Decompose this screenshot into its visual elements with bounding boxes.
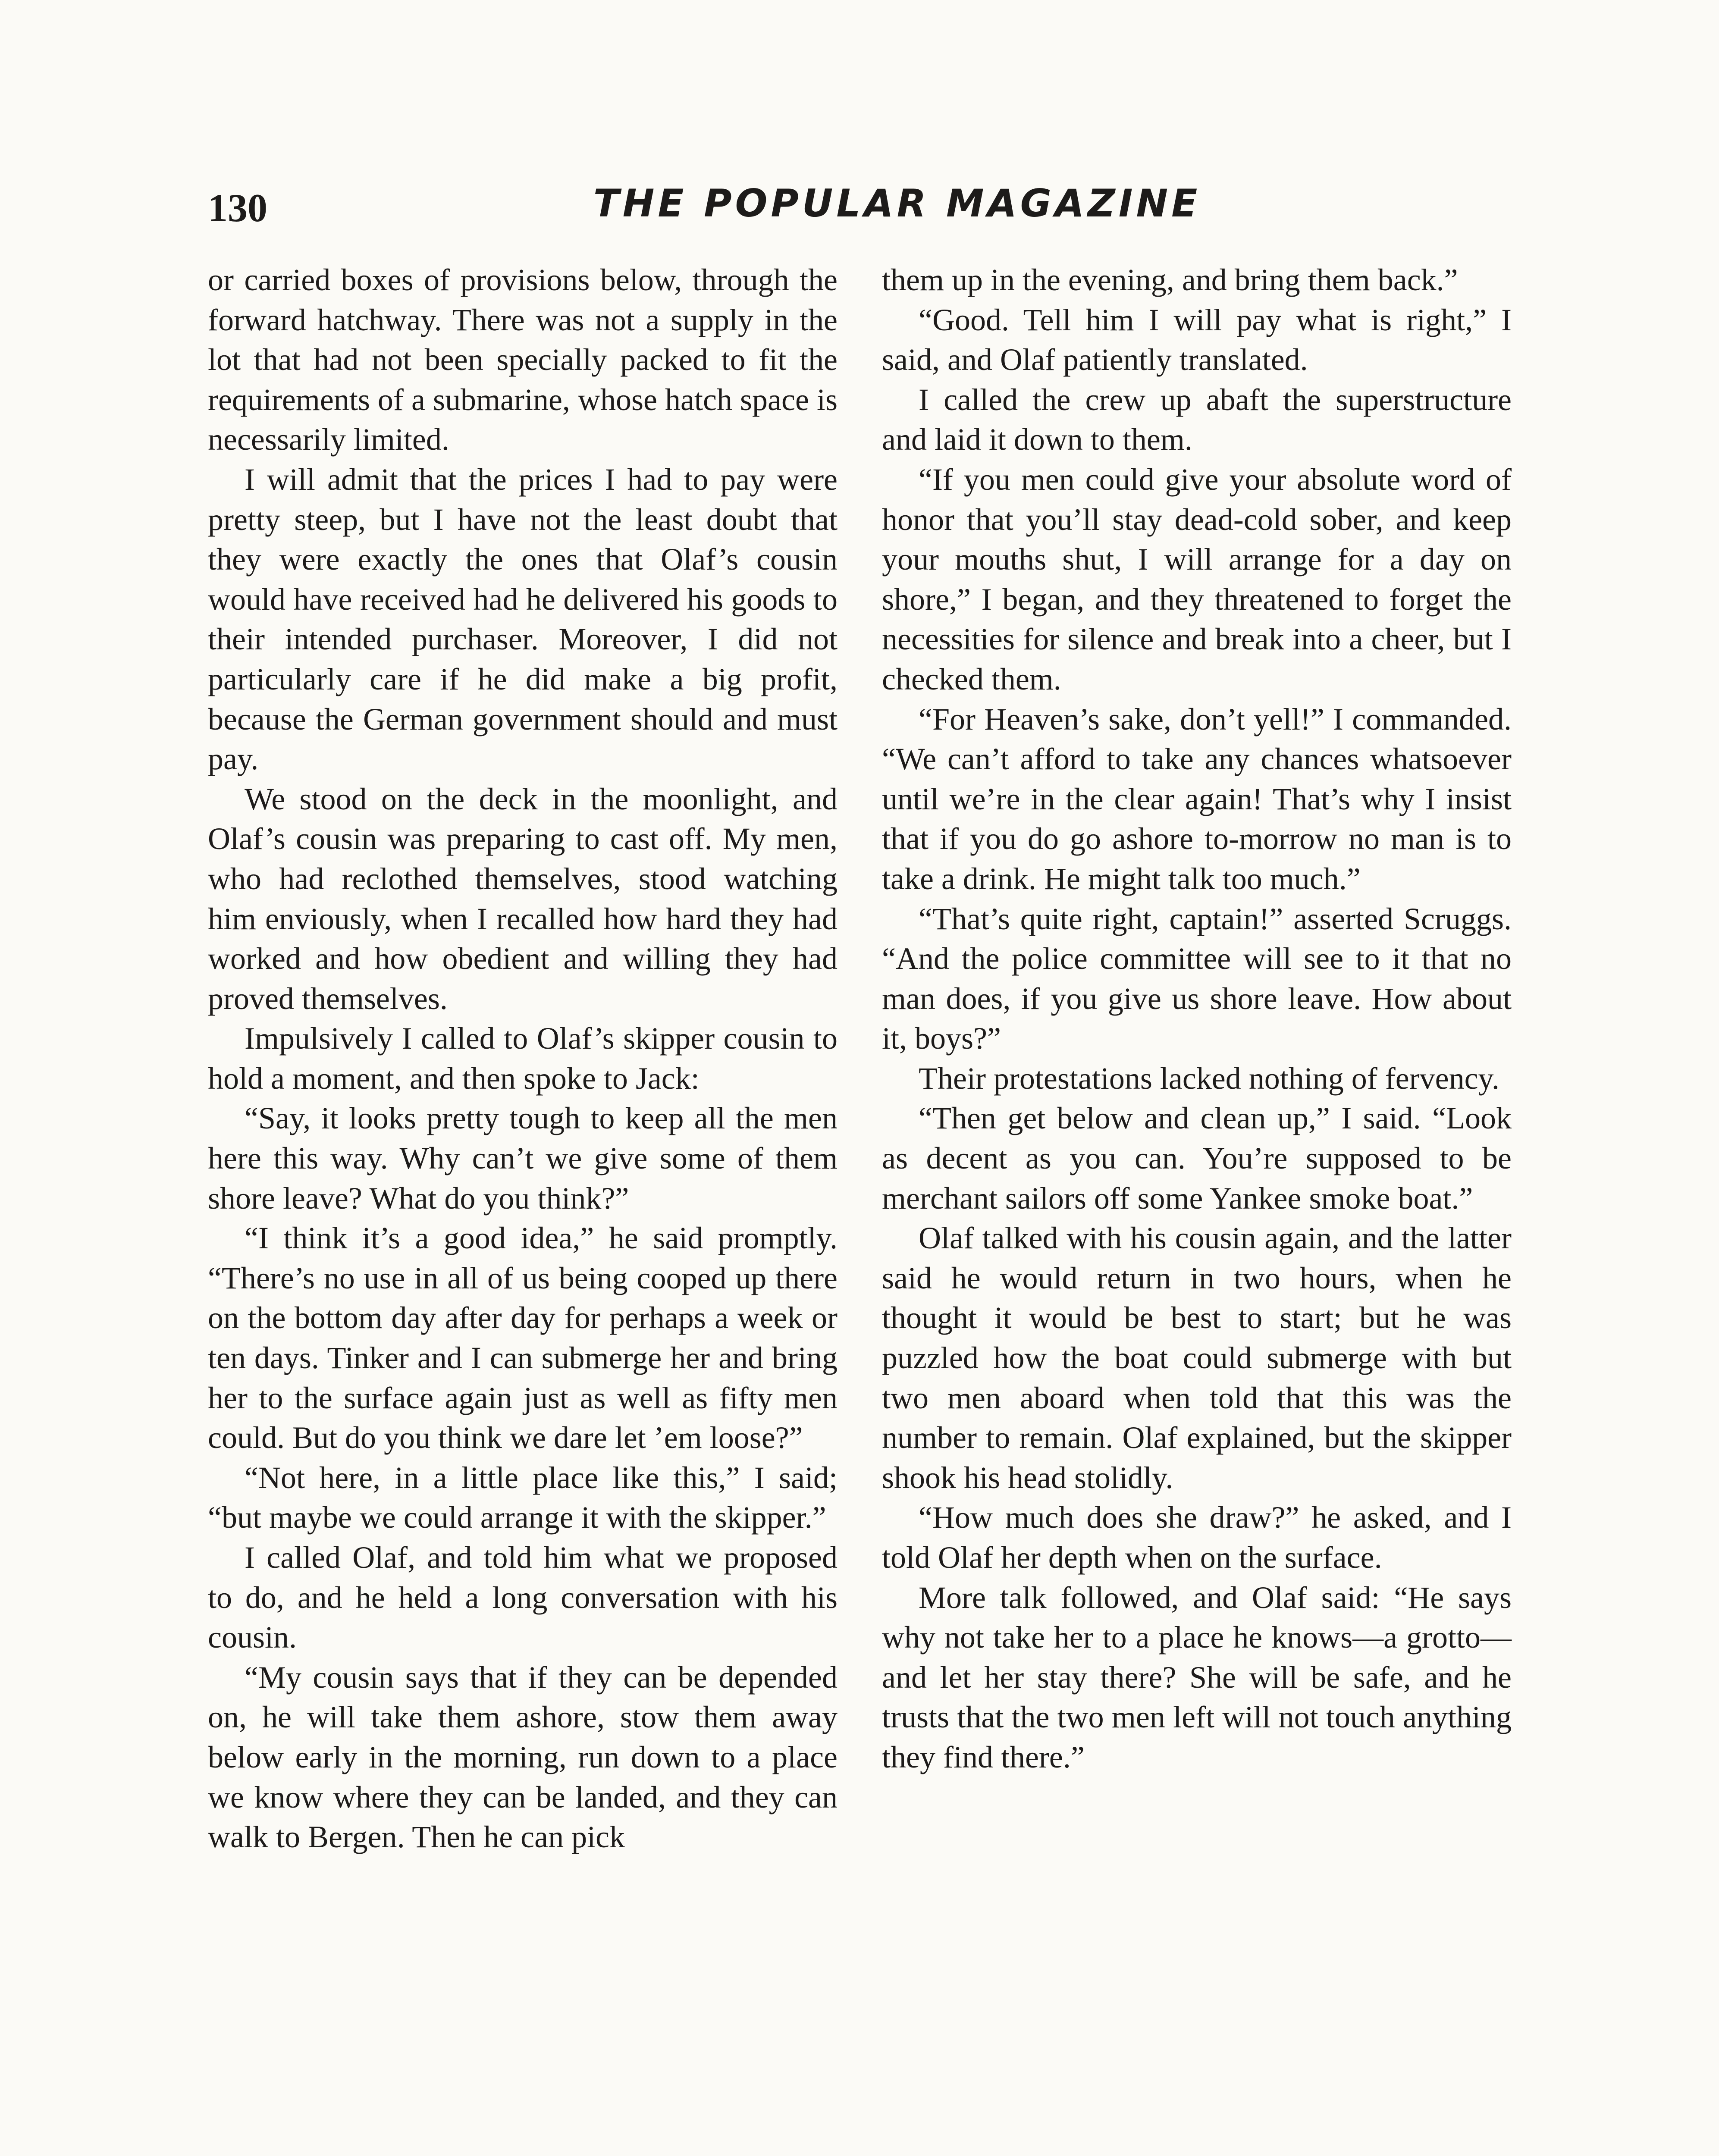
paragraph: Olaf talked with his cousin again, and the latter said he would return in two hours, when he thought it would be best to start; but he was puzzled how the boat could submerge with but two men aboard when told that this was the number to remain. Olaf explained, but the skipper shook his head stolidly. bbox=[882, 1221, 1512, 1495]
paragraph: More talk followed, and Olaf said: “He says why not take her to a place he knows—a grotto—and let her stay there? She will be safe, and he trusts that the two men left will not touch anything they find there.” bbox=[882, 1580, 1512, 1774]
paragraph: “Good. Tell him I will pay what is right,” I said, and Olaf patiently translated. bbox=[882, 302, 1512, 377]
paragraph: Impulsively I called to Olaf’s skipper cousin to hold a moment, and then spoke to Jack: bbox=[208, 1021, 838, 1096]
paragraph: “My cousin says that if they can be depended on, he will take them ashore, stow them away below early in the morning, run down to a place we know where they can be landed, and they can walk to Bergen. Then he can pick bbox=[208, 1660, 838, 1855]
left-column bbox=[208, 260, 838, 1857]
paragraph: “Then get below and clean up,” I said. “Look as decent as you can. You’re supposed to be merchant sailors off some Yankee smoke boat.” bbox=[882, 1101, 1512, 1216]
paragraph: “If you men could give your absolute word of honor that you’ll stay dead-cold sober, and keep your mouths shut, I will arrange for a day on shore,” I began, and they threatened to forget the necessities for silence and break into a cheer, but I checked them. bbox=[882, 462, 1512, 696]
paragraph: them up in the evening, and bring them back.” bbox=[882, 263, 1458, 297]
paragraph: “How much does she draw?” he asked, and I told Olaf her depth when on the surface. bbox=[882, 1500, 1512, 1575]
paragraph: I called the crew up abaft the superstructure and laid it down to them. bbox=[882, 382, 1512, 457]
paragraph: “I think it’s a good idea,” he said promptly. “There’s no use in all of us being cooped up there on the bottom day after day for perhaps a week or ten days. Tinker and I can submerge her and bring her to the surface again just as well as fifty men could. But do you think we dare let ’em loose?” bbox=[208, 1221, 838, 1455]
paragraph: “That’s quite right, captain!” asserted Scruggs. “And the police committee will see to it that no man does, if you give us shore leave. How about it, boys?” bbox=[882, 901, 1512, 1056]
paragraph: I will admit that the prices I had to pay were pretty steep, but I have not the least doubt that they were exactly the ones that Olaf’s cousin would have received had he delivered his goods to their intended purchaser. Moreover, I did not particularly care if he did make a big profit, because the German government should and must pay. bbox=[208, 462, 838, 777]
paragraph: “For Heaven’s sake, don’t yell!” I commanded. “We can’t afford to take any chances whatsoever until we’re in the clear again! That’s why I insist that if you do go ashore to-morrow no man is to take a drink. He might talk too much.” bbox=[882, 702, 1512, 896]
paragraph: Their protestations lacked nothing of fervency. bbox=[919, 1061, 1499, 1096]
right-column bbox=[882, 260, 1512, 1777]
page-number: 130 bbox=[208, 186, 267, 230]
paragraph: or carried boxes of provisions below, through the forward hatchway. There was not a supply in the lot that had not been specially packed to fit the requirements of a submarine, whose hatch space is necessarily limited. bbox=[208, 263, 838, 457]
paragraph: I called Olaf, and told him what we proposed to do, and he held a long conversation with his cousin. bbox=[208, 1540, 838, 1655]
paragraph: We stood on the deck in the moonlight, and Olaf’s cousin was preparing to cast off. My men, who had reclothed themselves, stood watching him enviously, when I recalled how hard they had worked and how obedient and willing they had proved themselves. bbox=[208, 781, 838, 1016]
paragraph: “Say, it looks pretty tough to keep all the men here this way. Why can’t we give some of them shore leave? What do you think?” bbox=[208, 1101, 838, 1216]
paragraph: “Not here, in a little place like this,” I said; “but maybe we could arrange it with the skipper.” bbox=[208, 1460, 838, 1535]
running-head: THE POPULAR MAGAZINE bbox=[593, 181, 1201, 226]
